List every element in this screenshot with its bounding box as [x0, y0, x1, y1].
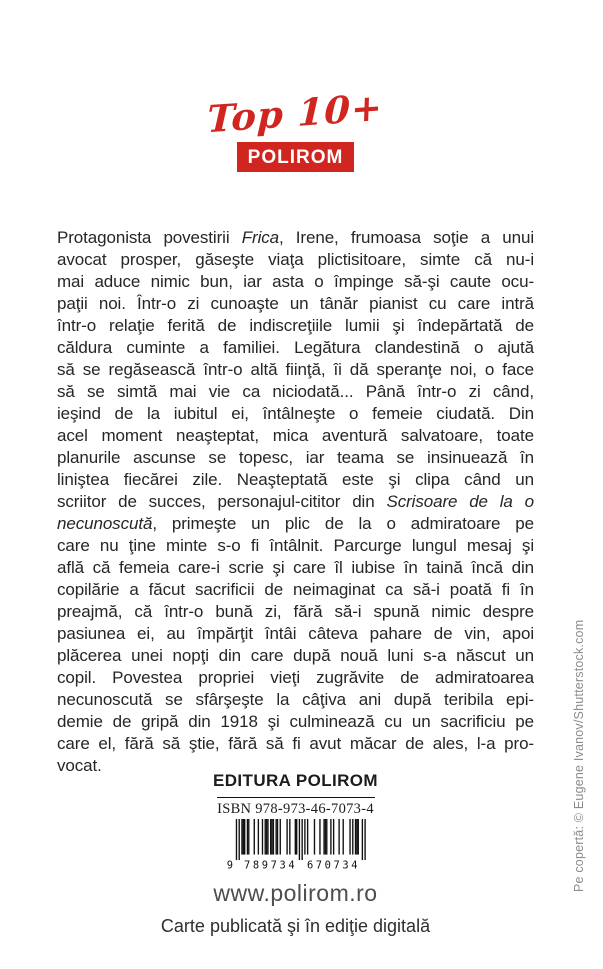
synopsis-line — [57, 227, 534, 249]
synopsis-line — [57, 491, 534, 513]
isbn-label: ISBN 978-973-46-7073-4 — [217, 801, 374, 817]
body-text: , Irene, frumoasa soţie a unui — [279, 228, 534, 247]
footer-zone — [57, 771, 534, 937]
synopsis-line — [57, 469, 534, 491]
body-text: planurile ascunse se topesc, iar teama se insinuează în — [57, 448, 534, 467]
body-text: liniştea fiecărei zile. Neaşteptată este şi clipa când un — [57, 470, 534, 489]
ean13-barcode — [223, 819, 369, 871]
body-text: pasiunea ei, au împărţit întâi câteva pahare de vin, apoi — [57, 624, 534, 643]
digital-edition-note: Carte publicată şi în ediţie digitală — [160, 916, 431, 936]
cover-photo-credit: Pe copertă: © Eugene Ivanov/Shutterstock.com — [572, 619, 586, 892]
body-text: preajmă, că într-o bună zi, fără să-i spună nimic despre — [57, 602, 534, 621]
italic-title-text: Scrisoare de la o — [386, 492, 534, 511]
body-text: demie de gripă din 1918 şi culminează cu un sacrificiu pe — [57, 712, 534, 731]
body-text: care nu ţine minte s-o fi întâlnit. Parcurge lungul mesaj şi — [57, 536, 534, 555]
synopsis-line — [57, 337, 534, 359]
synopsis-paragraph — [57, 227, 534, 777]
polirom-logo-badge: POLIROM — [237, 142, 355, 172]
body-text: căldura cuminte a familiei. Legătura clandestină o ajută — [57, 338, 534, 357]
publisher-imprint-label: EDITURA POLIROM — [213, 771, 378, 790]
body-text: află că femeia care-i scrie şi care îl iubise în taină încă din — [57, 558, 534, 577]
body-text: copil. Povestea propriei vieţi zugrăvite de admiratoarea — [57, 668, 534, 687]
italic-title-text: necunoscută — [57, 514, 153, 533]
synopsis-line — [57, 447, 534, 469]
body-text: scriitor de succes, personajul-cititor din — [57, 492, 387, 511]
synopsis-line — [57, 359, 534, 381]
body-text: copilărie a făcut sacrificii de neimaginat ca să-i poată fi în — [57, 580, 534, 599]
synopsis-line — [57, 645, 534, 667]
synopsis-line — [57, 535, 534, 557]
synopsis-line — [57, 689, 534, 711]
body-text: paţii noi. Într-o zi cunoaşte un tânăr pianist cu care intră — [57, 294, 534, 313]
synopsis-line — [57, 623, 534, 645]
synopsis-line — [57, 733, 534, 755]
top10-series-logo: Top 10+ — [206, 84, 385, 142]
brand-zone — [57, 84, 534, 172]
body-text: mai aduce nimic bun, iar asta o împinge să-şi caute ocu- — [57, 272, 534, 291]
body-text: acel moment neaşteptat, mica aventură salvatoare, toate — [57, 426, 534, 445]
synopsis-line — [57, 601, 534, 623]
italic-title-text: Frica — [241, 228, 279, 247]
svg-text:9: 9 — [226, 859, 233, 871]
publisher-website-text: www.polirom.ro — [213, 880, 378, 906]
body-text: , primeşte un plic de la o admiratoare pe — [152, 514, 534, 533]
barcode-wrap — [217, 819, 375, 871]
svg-text:789734: 789734 — [243, 859, 295, 871]
body-text: care el, fără să ştie, fără să fi avut măcar de ales, l-a pro- — [57, 734, 534, 753]
body-text: Protagonista povestirii — [57, 228, 242, 247]
body-text: ieşind de la iubitul ei, întâlneşte o femeie ciudată. Din — [57, 404, 534, 423]
synopsis-line — [57, 513, 534, 535]
synopsis-line — [57, 403, 534, 425]
body-text: vocat. — [57, 756, 102, 775]
synopsis-line — [57, 249, 534, 271]
isbn-block — [217, 797, 375, 871]
synopsis-line — [57, 557, 534, 579]
body-text: avocat prosper, găseşte viaţa plictisitoare, simte că nu-i — [57, 250, 534, 269]
body-text: să se regăsească într-o altă fiinţă, îi dă speranţe noi, o face — [57, 360, 534, 379]
synopsis-line — [57, 667, 534, 689]
synopsis-line — [57, 315, 534, 337]
body-text: să se simtă mai vie ca niciodată... Până într-o zi când, — [57, 382, 534, 401]
body-text: necunoscută se sfârşeşte la câţiva ani după teribila epi- — [57, 690, 534, 709]
synopsis-line — [57, 579, 534, 601]
synopsis-line — [57, 381, 534, 403]
body-text: într-o relaţie ferită de indiscreţiile lumii şi îndepărtată de — [57, 316, 534, 335]
synopsis-line — [57, 293, 534, 315]
svg-text:670734: 670734 — [306, 859, 358, 871]
synopsis-line — [57, 425, 534, 447]
synopsis-line — [57, 711, 534, 733]
body-text: plăcerea unei nopţi din care după nouă luni s-a născut un — [57, 646, 534, 665]
synopsis-line — [57, 271, 534, 293]
